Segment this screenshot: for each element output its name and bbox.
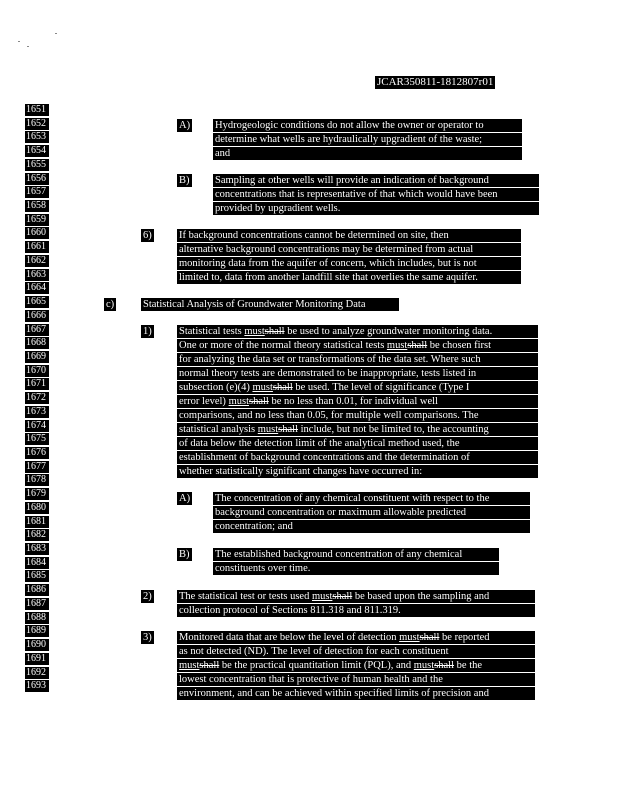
text-line: concentrations that is representative of that which would have been — [213, 188, 539, 201]
line-number: 1688 — [25, 612, 49, 624]
text-line: provided by upgradient wells. — [213, 202, 539, 215]
line-number: 1651 — [25, 104, 49, 116]
text-line: determine what wells are hydraulically upgradient of the waste; — [213, 133, 522, 146]
text-line: mustshall be the practical quantitation limit (PQL), and mustshall be the — [177, 659, 535, 672]
text-line: alternative background concentrations may be determined from actual — [177, 243, 521, 256]
line-number: 1657 — [25, 186, 49, 198]
text-line: lowest concentration that is protective of human health and the — [177, 673, 535, 686]
line-number: 1656 — [25, 173, 49, 185]
text-line: statistical analysis mustshall include, but not be limited to, the accounting — [177, 423, 538, 436]
item-label-6: 6) — [143, 230, 152, 241]
line-number: 1679 — [25, 488, 49, 500]
line-number: 1683 — [25, 543, 49, 555]
line-number: 1671 — [25, 378, 49, 390]
text-line: monitoring data from the aquifer of concern, which includes, but is not — [177, 257, 521, 270]
line-number: 1672 — [25, 392, 49, 404]
line-number: 1663 — [25, 269, 49, 281]
text-line: background concentration or maximum allowable predicted — [213, 506, 530, 519]
line-number: 1660 — [25, 227, 49, 239]
section-label-c: c) — [106, 299, 115, 310]
text-line: limited to, data from another landfill site that overlies the same aquifer. — [177, 271, 521, 284]
text-line: Monitored data that are below the level of detection mustshall be reported — [177, 631, 535, 644]
text-line: environment, and can be achieved within specified limits of precision and — [177, 687, 535, 700]
line-number: 1664 — [25, 282, 49, 294]
line-number: 1681 — [25, 516, 49, 528]
text-line: subsection (e)(4) mustshall be used. The level of significance (Type I — [177, 381, 538, 394]
text-line: concentration; and — [213, 520, 530, 533]
line-number: 1680 — [25, 502, 49, 514]
text-line: Hydrogeologic conditions do not allow the owner or operator to — [213, 119, 522, 132]
item-label-A: A) — [179, 493, 191, 504]
line-number: 1687 — [25, 598, 49, 610]
line-number: 1659 — [25, 214, 49, 226]
scan-speck — [18, 41, 20, 42]
text-line: If background concentrations cannot be determined on site, then — [177, 229, 521, 242]
text-line: The established background concentration of any chemical — [213, 548, 499, 561]
line-number: 1666 — [25, 310, 49, 322]
line-number: 1678 — [25, 474, 49, 486]
scan-speck — [55, 33, 57, 34]
text-line: normal theory tests are demonstrated to be inappropriate, tests listed in — [177, 367, 538, 380]
line-number: 1674 — [25, 420, 49, 432]
line-number: 1676 — [25, 447, 49, 459]
line-number: 1652 — [25, 118, 49, 130]
line-number: 1661 — [25, 241, 49, 253]
line-number: 1665 — [25, 296, 49, 308]
section-heading: Statistical Analysis of Groundwater Monitoring Data — [141, 298, 399, 311]
text-line: One or more of the normal theory statistical tests mustshall be chosen first — [177, 339, 538, 352]
line-number: 1686 — [25, 584, 49, 596]
item-label-B: B) — [179, 175, 190, 186]
item-label-3: 3) — [143, 632, 152, 643]
text-line: and — [213, 147, 522, 160]
text-line: Statistical tests mustshall be used to analyze groundwater monitoring data. — [177, 325, 538, 338]
line-number: 1685 — [25, 570, 49, 582]
item-label-2: 2) — [143, 591, 152, 602]
text-line: error level) mustshall be no less than 0.01, for individual well — [177, 395, 538, 408]
text-line: The statistical test or tests used mustshall be based upon the sampling and — [177, 590, 535, 603]
line-number: 1668 — [25, 337, 49, 349]
line-number: 1689 — [25, 625, 49, 637]
line-number: 1682 — [25, 529, 49, 541]
line-number: 1667 — [25, 324, 49, 336]
line-number: 1653 — [25, 131, 49, 143]
text-line: whether statistically significant changes have occurred in: — [177, 465, 538, 478]
line-number: 1655 — [25, 159, 49, 171]
line-number: 1677 — [25, 461, 49, 473]
text-line: of data below the detection limit of the analytical method used, the — [177, 437, 538, 450]
item-label-B: B) — [179, 549, 190, 560]
text-line: for analyzing the data set or transformations of the data set. Where such — [177, 353, 538, 366]
line-number: 1662 — [25, 255, 49, 267]
line-number: 1675 — [25, 433, 49, 445]
line-number: 1673 — [25, 406, 49, 418]
line-number: 1658 — [25, 200, 49, 212]
line-number: 1654 — [25, 145, 49, 157]
line-number: 1693 — [25, 680, 49, 692]
line-number: 1691 — [25, 653, 49, 665]
document-header-code: JCAR350811-1812807r01 — [377, 76, 494, 88]
line-number: 1692 — [25, 667, 49, 679]
text-line: Sampling at other wells will provide an indication of background — [213, 174, 539, 187]
text-line: collection protocol of Sections 811.318 and 811.319. — [177, 604, 535, 617]
line-number: 1684 — [25, 557, 49, 569]
item-label-1: 1) — [143, 326, 152, 337]
text-line: The concentration of any chemical constituent with respect to the — [213, 492, 530, 505]
scan-speck — [27, 46, 29, 47]
line-number: 1669 — [25, 351, 49, 363]
text-line: as not detected (ND). The level of detection for each constituent — [177, 645, 535, 658]
text-line: establishment of background concentrations and the determination of — [177, 451, 538, 464]
item-label-A: A) — [179, 120, 191, 131]
line-number: 1690 — [25, 639, 49, 651]
text-line: comparisons, and no less than 0.05, for multiple well comparisons. The — [177, 409, 538, 422]
text-line: constituents over time. — [213, 562, 499, 575]
line-number: 1670 — [25, 365, 49, 377]
